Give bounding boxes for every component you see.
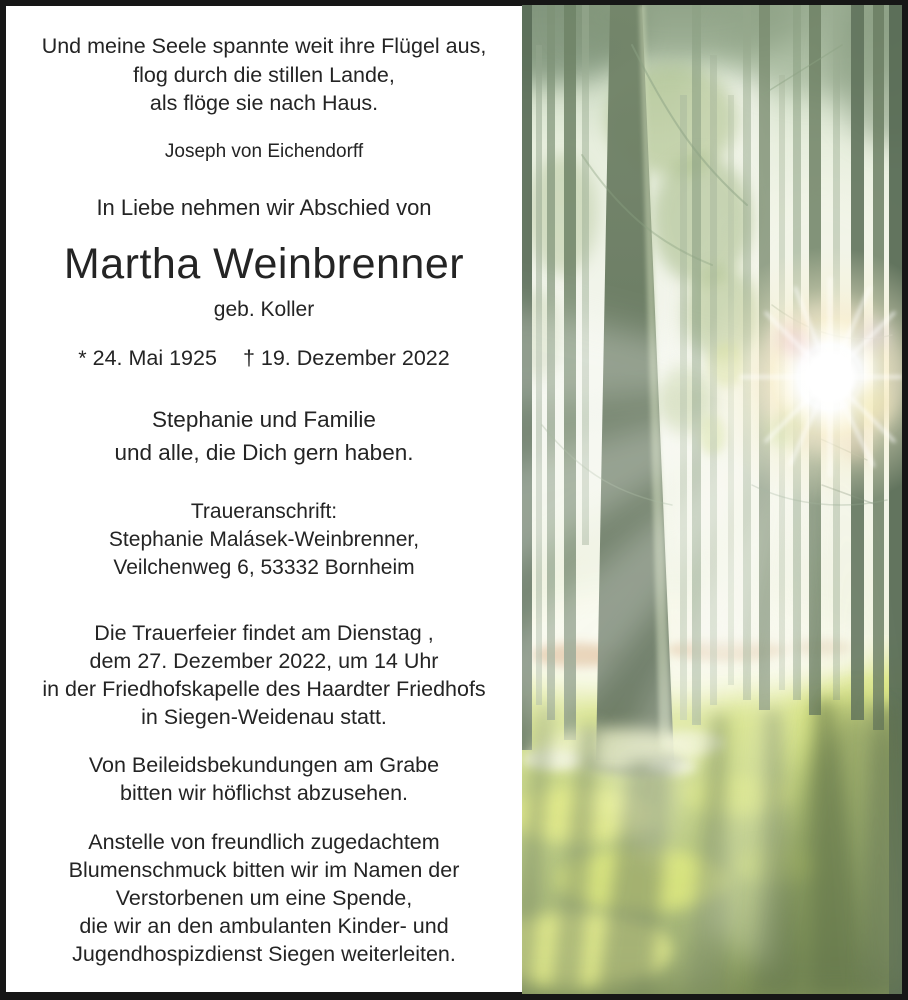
funeral-service-info [6,619,522,731]
service-line: in Siegen-Weidenau statt. [141,705,387,729]
poem [6,32,522,118]
condolence-note [6,751,522,807]
donation-line: Blumenschmuck bitten wir im Namen der [68,858,460,882]
poem-line: flog durch die stillen Lande, [133,62,395,87]
poem-line: als flöge sie nach Haus. [149,91,379,115]
condolence-line: Von Beileidsbekundungen am Grabe [88,753,440,777]
condolence-line: bitten wir höflichst abzusehen. [119,781,409,805]
mourners-line: Stephanie und Familie [152,407,376,432]
death-date: † 19. Dezember 2022 [242,346,450,370]
donation-note [6,828,522,968]
donation-line: Verstorbenen um eine Spende, [115,886,413,910]
service-line: Die Trauerfeier findet am Dienstag , [94,621,434,645]
notice-text-column [6,0,522,1000]
address-label: Traueranschrift: [190,500,338,523]
mourning-address [6,498,522,582]
forest-photo [522,5,902,994]
mourners-line: und alle, die Dich gern haben. [114,440,414,465]
life-dates [6,344,522,372]
farewell-intro: In Liebe nehmen wir Abschied von [96,195,432,220]
deceased-name: Martha Weinbrenner [63,240,465,288]
donation-line: die wir an den ambulanten Kinder- und [79,914,449,938]
poem-line: Und meine Seele spannte weit ihre Flügel aus, [41,34,487,58]
donation-line: Jugendhospizdienst Siegen weiterleiten. [72,942,456,966]
poem-attribution: Joseph von Eichendorff [164,141,364,162]
service-line: dem 27. Dezember 2022, um 14 Uhr [89,649,439,673]
service-line: in der Friedhofskapelle des Haardter Friedhofs [42,677,486,701]
mourners [6,403,522,469]
donation-line: Anstelle von freundlich zugedachtem [88,830,440,854]
maiden-name: geb. Koller [213,298,315,321]
birth-date: * 24. Mai 1925 [78,346,217,370]
address-line: Stephanie Malásek-Weinbrenner, [108,528,420,551]
address-line: Veilchenweg 6, 53332 Bornheim [113,556,415,579]
